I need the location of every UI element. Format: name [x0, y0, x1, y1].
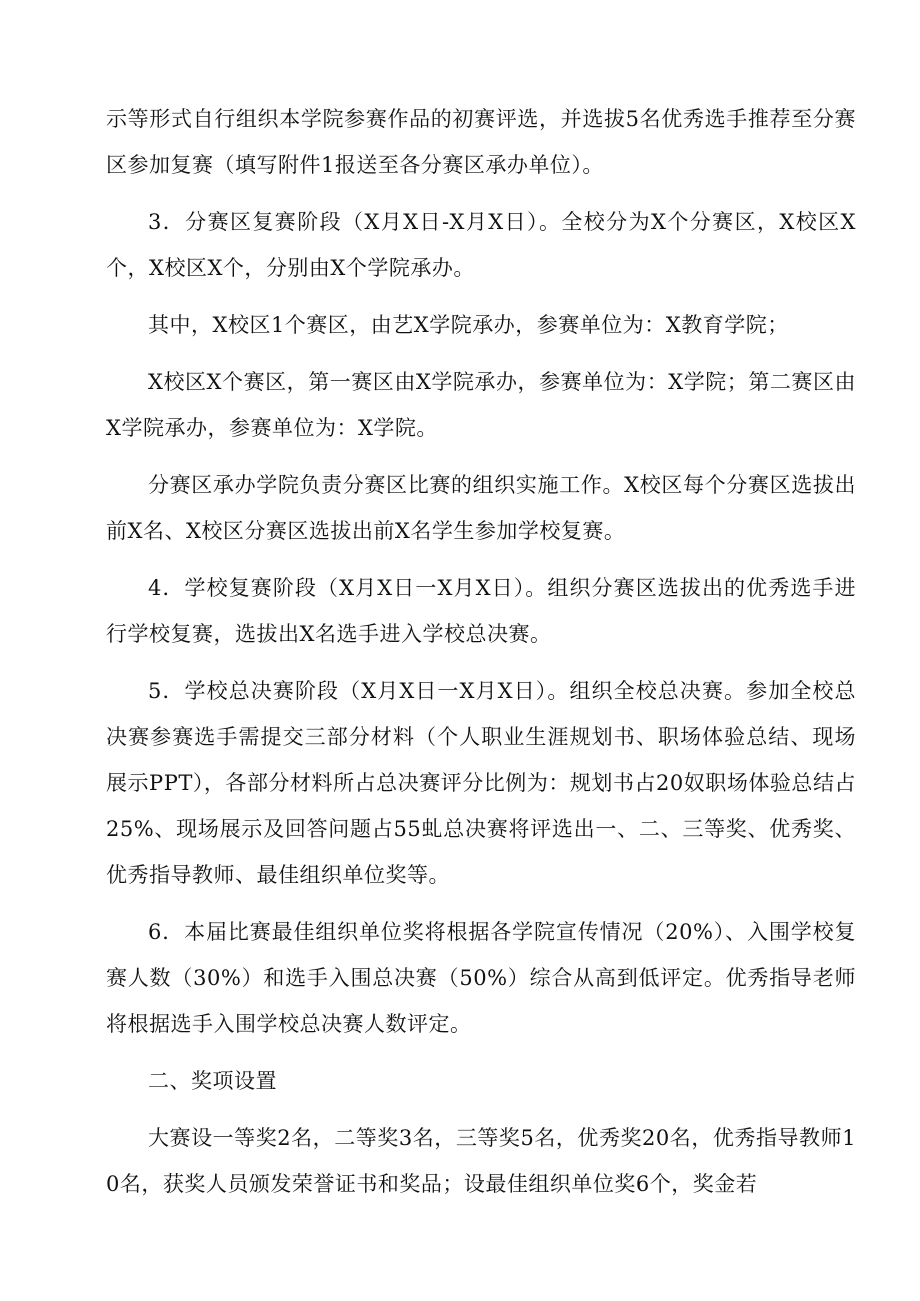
section-heading-awards: 二、奖项设置 — [148, 1069, 277, 1093]
paragraph-stage-4: 4．学校复赛阶段（X月X日一X月X日）。组织分赛区选拔出的优秀选手进行学校复赛，选拔出X名选手进入学校总决赛。 — [106, 576, 856, 646]
paragraph-campus-a: 其中，X校区1个赛区，由艺X学院承办，参赛单位为：X教育学院； — [148, 313, 789, 337]
document-body — [106, 96, 856, 1218]
paragraph-stage-3: 3．分赛区复赛阶段（X月X日-X月X日）。全校分为X个分赛区，X校区X个，X校区X个，分别由X个学院承办。 — [106, 210, 856, 280]
paragraph-campus-b: X校区X个赛区，第一赛区由X学院承办，参赛单位为：X学院；第二赛区由X学院承办，参赛单位为：X学院。 — [106, 370, 856, 440]
paragraph-awards: 大赛设一等奖2名，二等奖3名，三等奖5名，优秀奖20名，优秀指导教师10名，获奖人员颁发荣誉证书和奖品；设最佳组织单位奖6个，奖金若 — [106, 1126, 856, 1196]
paragraph-continuation: 示等形式自行组织本学院参赛作品的初赛评选，并选拔5名优秀选手推荐至分赛区参加复赛（填写附件1报送至各分赛区承办单位）。 — [106, 107, 856, 177]
paragraph-stage-5: 5．学校总决赛阶段（X月X日一X月X日）。组织全校总决赛。参加全校总决赛参赛选手需提交三部分材料（个人职业生涯规划书、职场体验总结、现场展示PPT），各部分材料所占总决赛评分比例为：规划书占20奴职场体验总结占25%、现场展示及回答问题占55虬总决赛将评选出一、二、三等奖、优秀奖、优秀指导教师、最佳组织单位奖等。 — [106, 679, 856, 887]
paragraph-item-6: 6．本届比赛最佳组织单位奖将根据各学院宣传情况（20%）、入围学校复赛人数（30%）和选手入围总决赛（50%）综合从高到低评定。优秀指导老师将根据选手入围学校总决赛人数评定。 — [106, 920, 856, 1036]
paragraph-division-duty: 分赛区承办学院负责分赛区比赛的组织实施工作。X校区每个分赛区选拔出前X名、X校区分赛区选拔出前X名学生参加学校复赛。 — [106, 473, 856, 543]
